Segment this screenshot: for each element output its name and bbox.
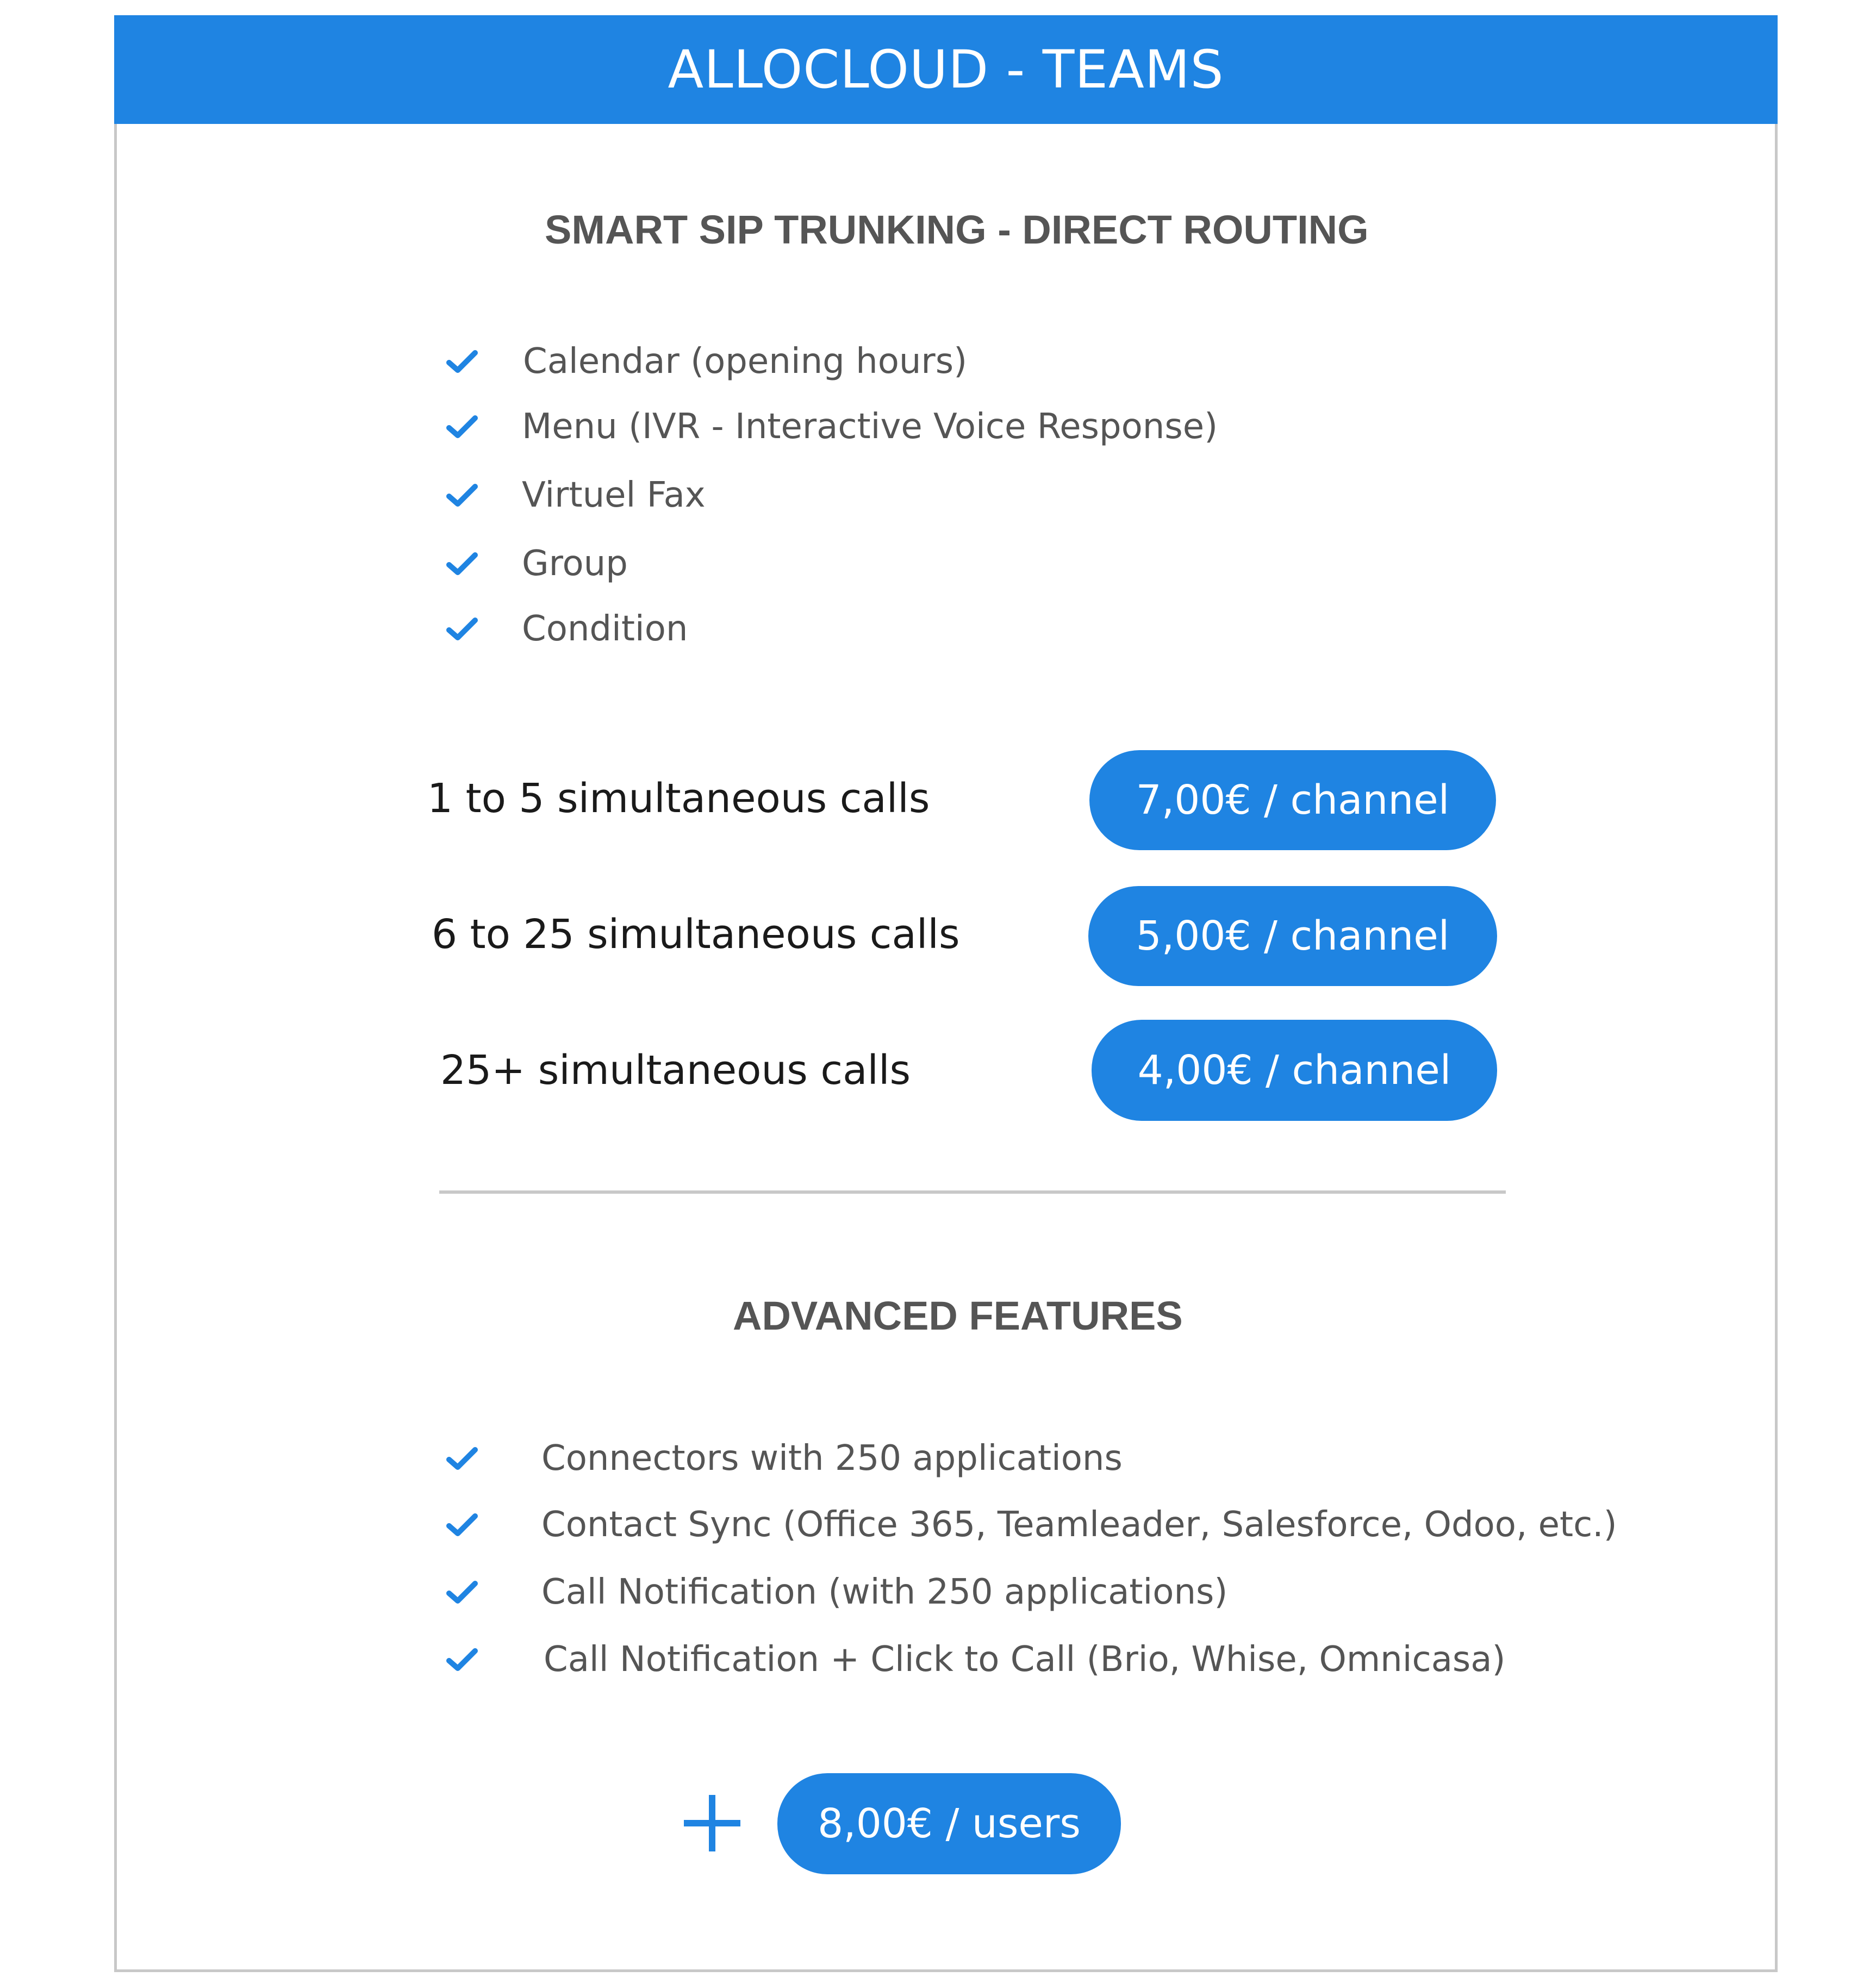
check-icon xyxy=(446,1579,478,1605)
price-button-tier-3[interactable]: 4,00€ / channel xyxy=(1092,1020,1497,1121)
advanced-feature-label: Contact Sync (Office 365, Teamleader, Salesforce, Odoo, etc.) xyxy=(541,1505,1617,1545)
sip-feature-label: Menu (IVR - Interactive Voice Response) xyxy=(522,407,1218,447)
section-divider xyxy=(439,1190,1506,1194)
advanced-feature-item xyxy=(446,1505,1617,1545)
card-header xyxy=(114,15,1778,124)
sip-feature-item xyxy=(446,407,1218,447)
tier-label: 25+ simultaneous calls xyxy=(440,1047,911,1094)
advanced-feature-label: Connectors with 250 applications xyxy=(541,1438,1123,1479)
advanced-section-title: ADVANCED FEATURES xyxy=(733,1293,1183,1338)
check-icon xyxy=(446,551,478,577)
check-icon xyxy=(446,414,478,440)
price-button-tier-2[interactable]: 5,00€ / channel xyxy=(1088,886,1497,986)
check-icon xyxy=(446,348,478,375)
check-icon xyxy=(446,616,478,642)
addon-price-button[interactable]: 8,00€ / users xyxy=(777,1773,1121,1874)
price-button-tier-1[interactable]: 7,00€ / channel xyxy=(1089,750,1496,850)
advanced-feature-item xyxy=(446,1639,1505,1680)
advanced-feature-item xyxy=(446,1572,1227,1612)
plus-icon xyxy=(684,1795,740,1851)
sip-feature-item xyxy=(446,475,706,515)
check-icon xyxy=(446,482,478,508)
sip-feature-item xyxy=(446,341,967,382)
check-icon xyxy=(446,1512,478,1538)
sip-feature-item xyxy=(446,609,688,649)
sip-feature-label: Group xyxy=(522,544,628,584)
page-title: ALLOCLOUD - TEAMS xyxy=(668,39,1224,100)
advanced-feature-label: Call Notification (with 250 applications) xyxy=(541,1572,1228,1612)
check-icon xyxy=(446,1647,478,1673)
advanced-feature-label: Call Notification + Click to Call (Brio, Whise, Omnicasa) xyxy=(544,1639,1506,1680)
sip-feature-label: Condition xyxy=(522,609,688,649)
tier-label: 1 to 5 simultaneous calls xyxy=(427,775,930,822)
sip-feature-label: Virtuel Fax xyxy=(522,475,706,515)
sip-feature-item xyxy=(446,544,628,584)
tier-label: 6 to 25 simultaneous calls xyxy=(432,911,960,958)
sip-section-title: SMART SIP TRUNKING - DIRECT ROUTING xyxy=(545,207,1369,252)
advanced-feature-item xyxy=(446,1438,1123,1479)
sip-feature-label: Calendar (opening hours) xyxy=(523,341,968,382)
check-icon xyxy=(446,1445,478,1471)
